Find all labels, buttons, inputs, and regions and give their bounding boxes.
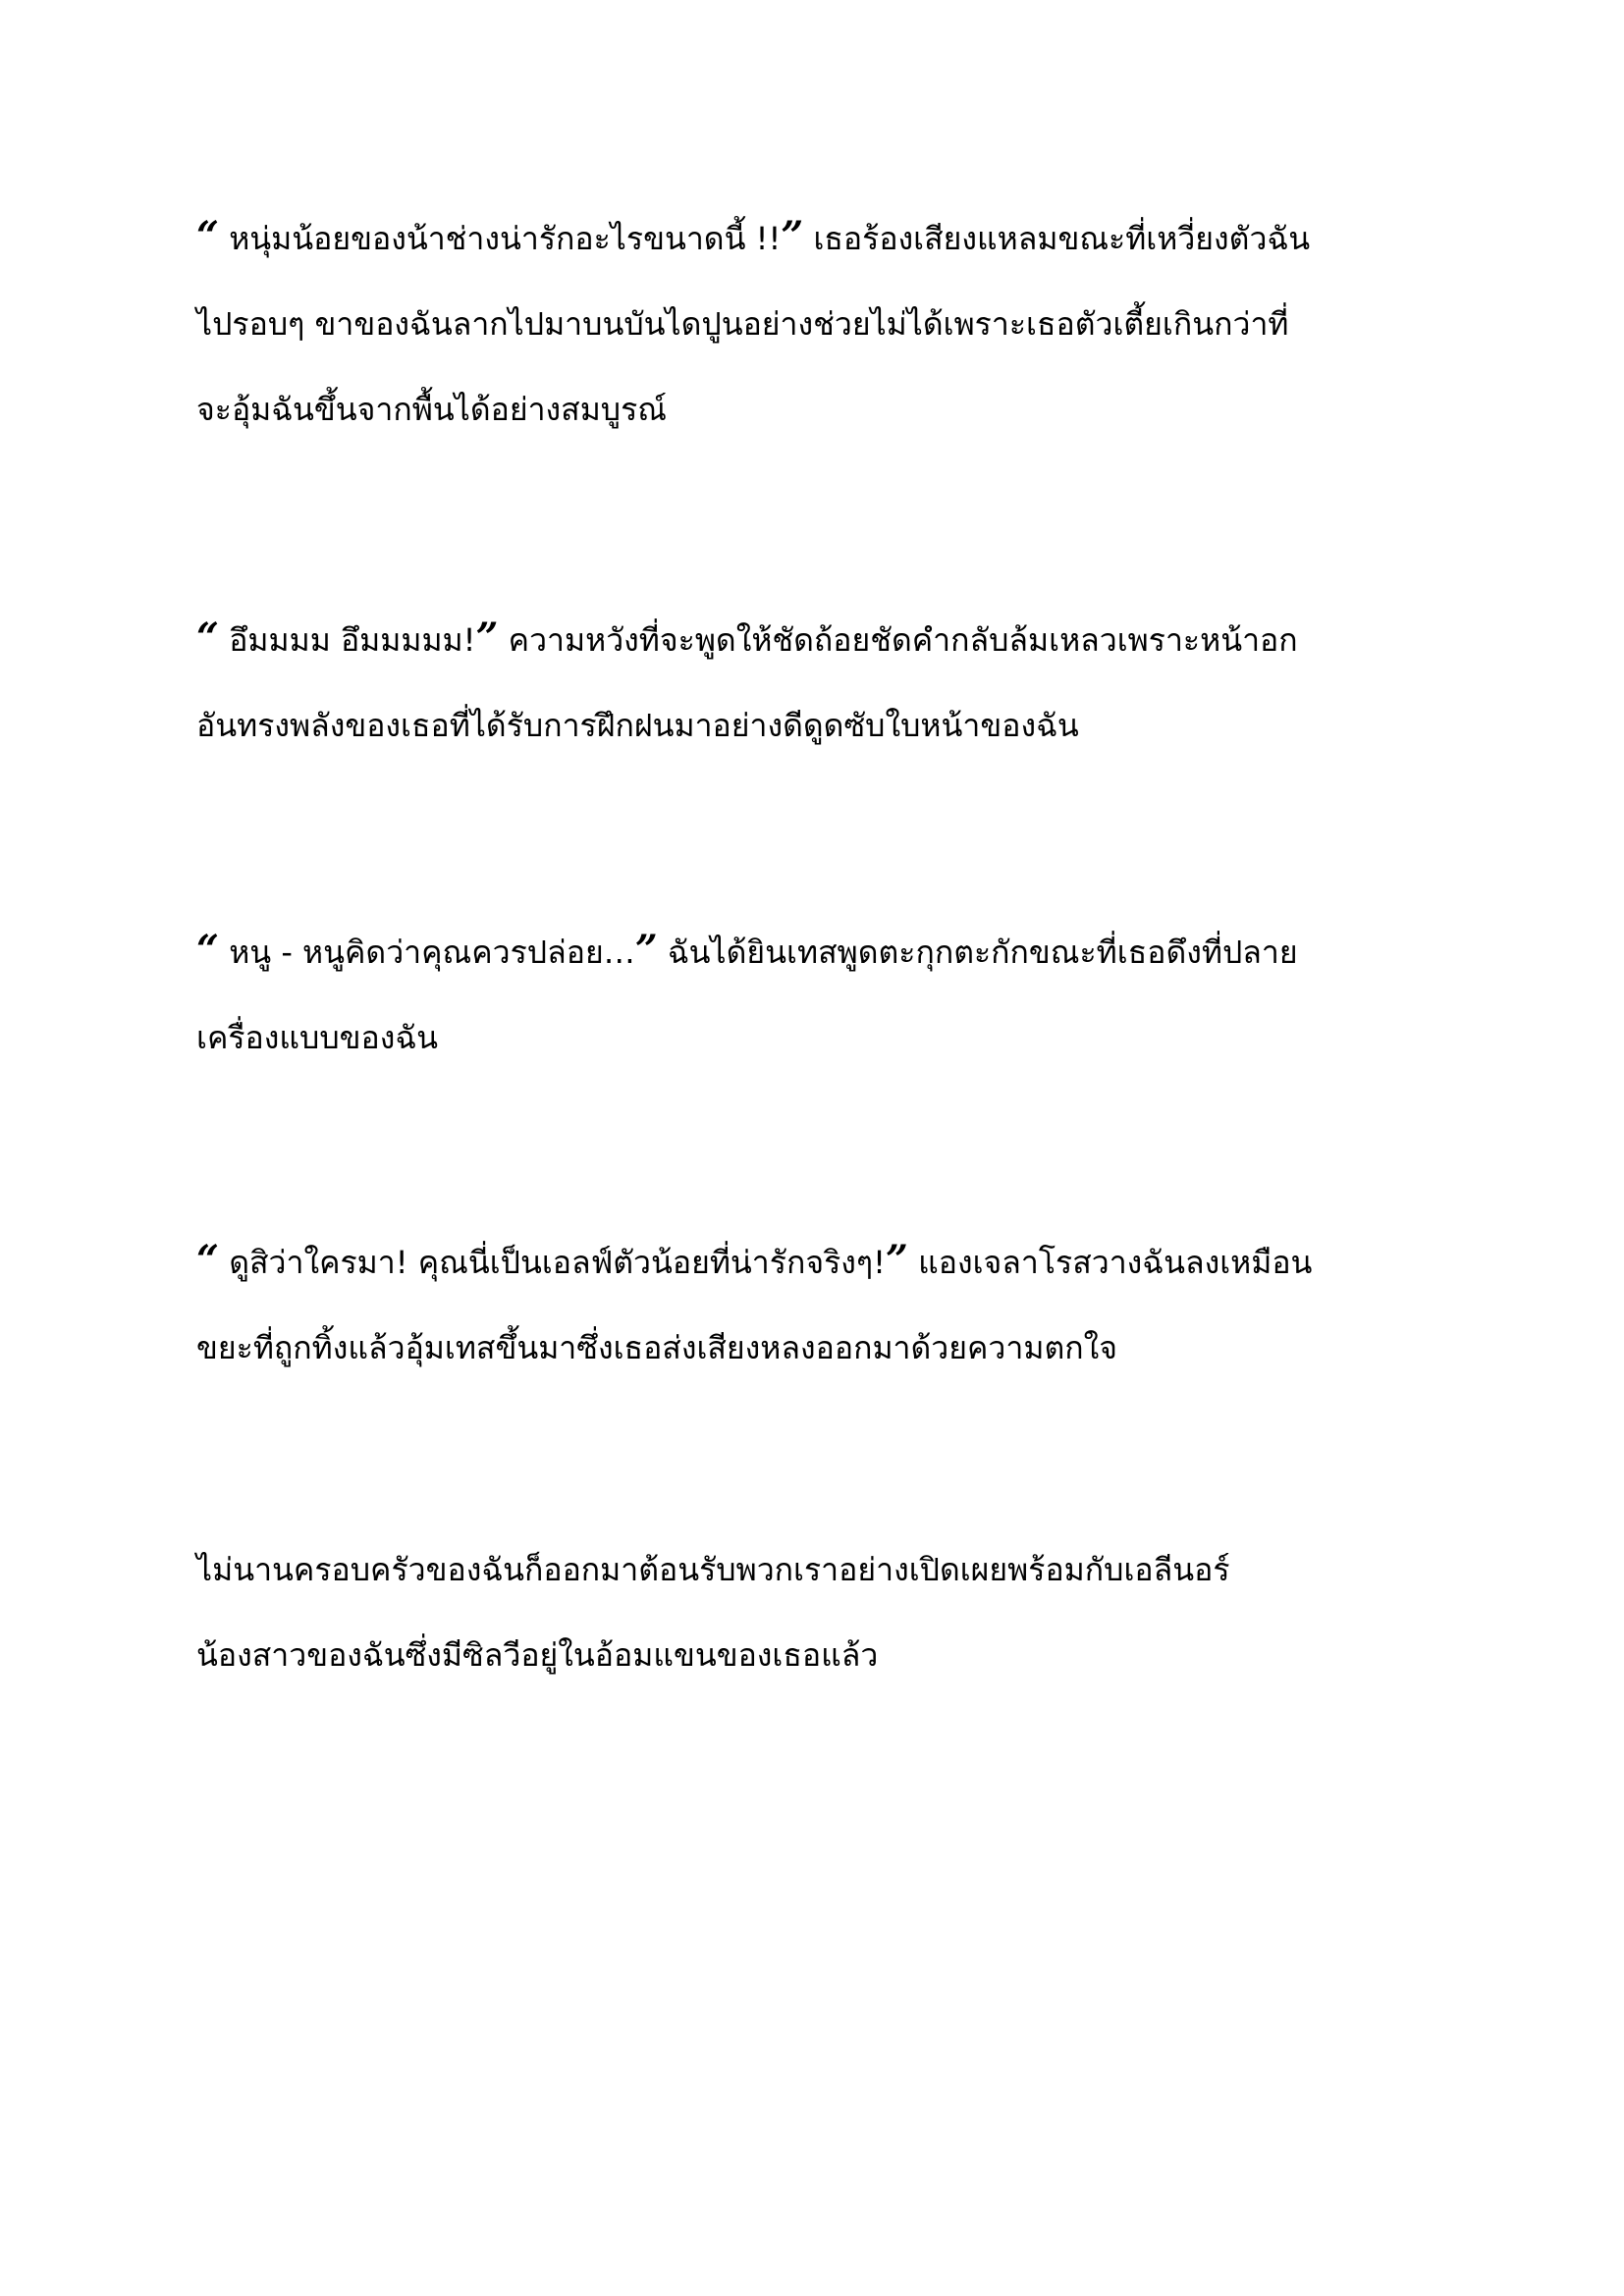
paragraph-3 [196, 907, 1473, 1081]
close-quote-mark: ” [475, 614, 499, 661]
dialogue-text: หนู - หนูคิดว่าคุณควรปล่อย… [219, 934, 635, 971]
narration-text: ความหวังที่จะพูดให้ชัดถ้อยชัดคำกลับล้มเหลวเพราะหน้าอก [498, 621, 1298, 659]
paragraph-4 [196, 1217, 1473, 1391]
paragraph-line [196, 907, 1473, 995]
open-quote-mark: “ [196, 1237, 220, 1283]
paragraph-line [196, 1217, 1473, 1306]
paragraph-line: ไม่นานครอบครัวของฉันก็ออกมาต้อนรับพวกเราอย่างเปิดเผยพร้อมกับเอลีนอร์ [196, 1551, 1230, 1588]
dialogue-text: หนุ่มน้อยของน้าช่างน่ารักอะไรขนาดนี้ !! [219, 220, 782, 257]
open-quote-mark: “ [196, 213, 220, 259]
close-quote-mark: ” [781, 213, 804, 259]
narration-text: แองเจลาโรสวางฉันลงเหมือน [907, 1244, 1313, 1281]
paragraph-line [196, 595, 1473, 683]
narration-text: เธอร้องเสียงแหลมขณะที่เหวี่ยงตัวฉัน [803, 220, 1311, 257]
dialogue-text: ดูสิว่าใครมา! คุณนี่เป็นเอลฟ์ตัวน้อยที่น่ารักจริงๆ! [219, 1244, 886, 1281]
open-quote-mark: “ [196, 614, 220, 661]
paragraph-line: เครื่องแบบของฉัน [196, 1019, 439, 1056]
paragraph-line: อันทรงพลังของเธอที่ได้รับการฝึกฝนมาอย่างดีดูดซับใบหน้าของฉัน [196, 707, 1079, 744]
paragraph-line: น้องสาวของฉันซึ่งมีซิลวีอยู่ในอ้อมแขนของเธอแล้ว [196, 1636, 879, 1674]
paragraph-1 [196, 193, 1473, 453]
open-quote-mark: “ [196, 927, 220, 973]
paragraph-line: จะอุ้มฉันขึ้นจากพื้นได้อย่างสมบูรณ์ [196, 391, 667, 428]
paragraph-line [196, 193, 1473, 282]
paragraph-2 [196, 595, 1473, 769]
close-quote-mark: ” [634, 927, 658, 973]
narration-text: ฉันได้ยินเทสพูดตะกุกตะกักขณะที่เธอดึงที่ปลาย [657, 934, 1298, 971]
paragraph-line: ขยะที่ถูกทิ้งแล้วอุ้มเทสขึ้นมาซึ่งเธอส่งเสียงหลงออกมาด้วยความตกใจ [196, 1329, 1117, 1366]
paragraph-5 [196, 1527, 1473, 1698]
close-quote-mark: ” [885, 1237, 908, 1283]
dialogue-text: อึมมมม อึมมมมม! [219, 621, 476, 659]
paragraph-line: ไปรอบๆ ขาของฉันลากไปมาบนบันไดปูนอย่างช่วยไม่ได้เพราะเธอตัวเตี้ยเกินกว่าที่ [196, 305, 1289, 343]
